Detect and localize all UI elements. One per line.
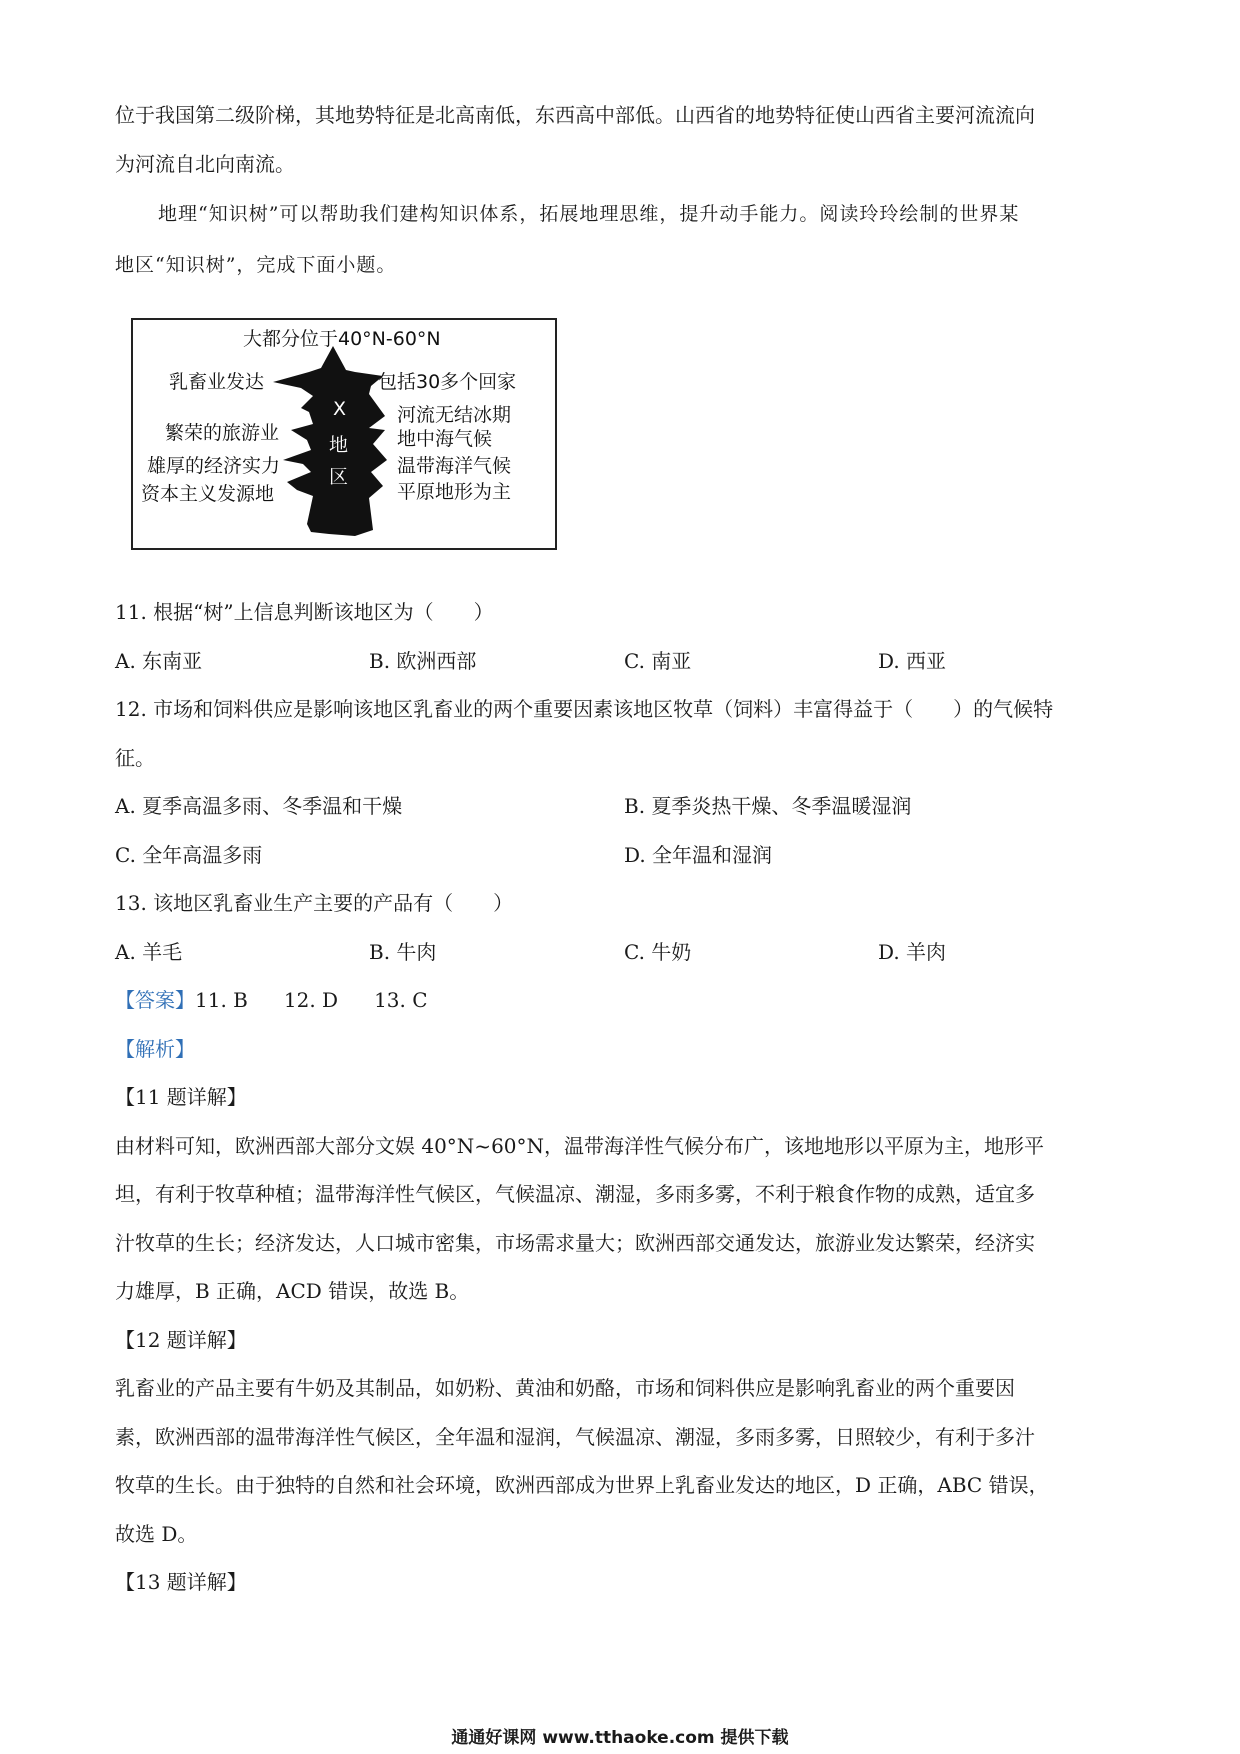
q13-option-c: C. 牛奶 [624, 940, 692, 964]
footer-download-notice: 通通好课网 www.tthaoke.com 提供下载 [451, 1728, 789, 1748]
answer-item-13: 13. C [374, 988, 428, 1012]
q12-option-c: C. 全年高温多雨 [115, 843, 263, 867]
trunk-label-di: 地 [329, 434, 349, 456]
tree-right-label-4: 温带海洋气候 [397, 455, 512, 477]
q11-option-b: B. 欧洲西部 [369, 649, 477, 673]
q11-option-d: D. 西亚 [878, 649, 947, 673]
passage-line-1: 地理“知识树”可以帮助我们建构知识体系，拓展地理思维，提升动手能力。阅读玲玲绘制的世界某 [158, 203, 1020, 225]
q13-option-d: D. 羊肉 [878, 940, 947, 964]
answer-item-12: 12. D [283, 988, 339, 1012]
intro-line-1: 位于我国第二级阶梯，其地势特征是北高南低，东西高中部低。山西省的地势特征使山西省主要河流流向 [115, 103, 1035, 127]
question-13-stem: 13. 该地区乳畜业生产主要的产品有（ ） [115, 891, 514, 915]
detail-12-line-2: 素，欧洲西部的温带海洋性气候区，全年温和湿润，气候温凉、潮湿，多雨多雾，日照较少，有利于多汁 [115, 1425, 1035, 1449]
analysis-label: 【解析】 [115, 1037, 195, 1061]
detail-12-line-1: 乳畜业的产品主要有牛奶及其制品，如奶粉、黄油和奶酪，市场和饲料供应是影响乳畜业的两个重要因 [115, 1376, 1015, 1400]
tree-left-label-3: 雄厚的经济实力 [147, 455, 281, 477]
detail-11-line-2: 坦，有利于牧草种植；温带海洋性气候区，气候温凉、潮湿，多雨多雾，不利于粮食作物的成熟，适宜多 [115, 1182, 1035, 1206]
answer-label: 【答案】 [115, 988, 195, 1012]
tree-right-label-1: 包括30多个回家 [378, 371, 517, 393]
answer-item-11: 11. B [195, 988, 248, 1012]
detail-12-line-4: 故选 D。 [115, 1522, 198, 1546]
q13-option-b: B. 牛肉 [369, 940, 437, 964]
detail-12-title: 【12 题详解】 [115, 1328, 247, 1352]
q12-option-a: A. 夏季高温多雨、冬季温和干燥 [115, 794, 403, 818]
q13-option-a: A. 羊毛 [115, 940, 183, 964]
question-12-stem-line-1: 12. 市场和饲料供应是影响该地区乳畜业的两个重要因素该地区牧草（饲料）丰富得益于（ ）的气候特 [115, 697, 1054, 721]
tree-label-top: 大都分位于40°N-60°N [243, 328, 441, 350]
question-12-stem-line-2: 征。 [115, 746, 155, 770]
trunk-label-qu: 区 [329, 466, 349, 488]
intro-line-2: 为河流自北向南流。 [115, 152, 295, 176]
trunk-label-x: X [333, 398, 347, 420]
detail-13-title: 【13 题详解】 [115, 1570, 247, 1594]
q11-option-a: A. 东南亚 [115, 649, 203, 673]
tree-left-label-2: 繁荣的旅游业 [165, 422, 280, 444]
knowledge-tree-figure [131, 318, 557, 550]
passage-line-2: 地区“知识树”，完成下面小题。 [115, 254, 397, 276]
q12-option-d: D. 全年温和湿润 [624, 843, 773, 867]
question-11-stem: 11. 根据“树”上信息判断该地区为（ ） [115, 600, 494, 624]
answer-row [115, 985, 428, 1015]
tree-left-label-1: 乳畜业发达 [169, 371, 265, 393]
detail-11-line-3: 汁牧草的生长；经济发达，人口城市密集，市场需求量大；欧洲西部交通发达，旅游业发达繁荣，经济实 [115, 1231, 1035, 1255]
tree-right-label-5: 平原地形为主 [397, 481, 512, 503]
q12-option-b: B. 夏季炎热干燥、冬季温暖湿润 [624, 794, 912, 818]
tree-right-label-3: 地中海气候 [397, 428, 493, 450]
detail-12-line-3: 牧草的生长。由于独特的自然和社会环境，欧洲西部成为世界上乳畜业发达的地区，D 正确，ABC 错误， [115, 1473, 1049, 1497]
tree-right-label-2: 河流无结冰期 [397, 404, 512, 426]
detail-11-line-4: 力雄厚，B 正确，ACD 错误，故选 B。 [115, 1279, 470, 1303]
detail-11-title: 【11 题详解】 [115, 1085, 247, 1109]
q11-option-c: C. 南亚 [624, 649, 692, 673]
detail-11-line-1: 由材料可知，欧洲西部大部分文娱 40°N~60°N，温带海洋性气候分布广，该地地形以平原为主，地形平 [115, 1134, 1045, 1158]
tree-left-label-4: 资本主义发源地 [141, 483, 275, 505]
